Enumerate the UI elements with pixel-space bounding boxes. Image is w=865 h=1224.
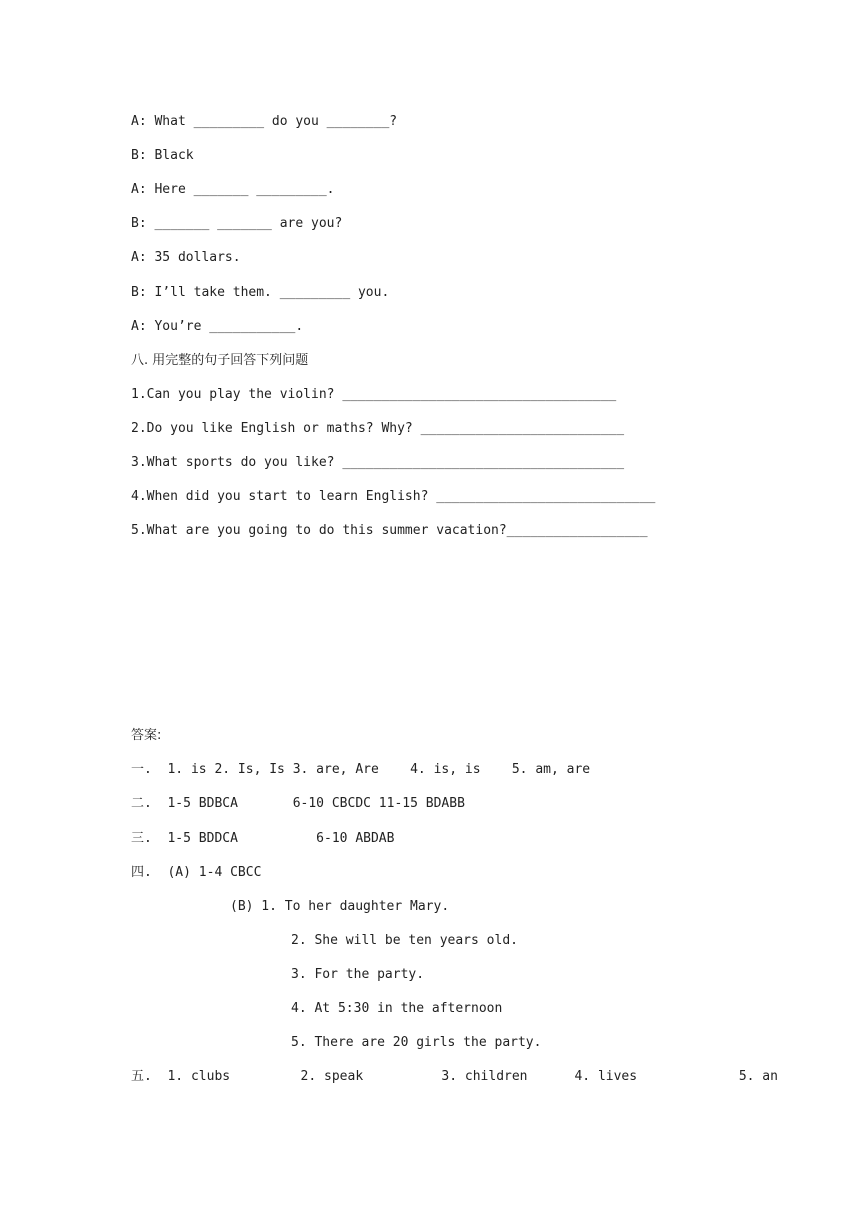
dialogue-line-7: A: You’re ___________. [131, 319, 304, 334]
question-1: 1.Can you play the violin? ___________________________________ [131, 387, 617, 402]
dialogue-line-4: B: _______ _______ are you? [131, 216, 343, 231]
question-2: 2.Do you like English or maths? Why? __________________________ [131, 421, 625, 436]
answer-line-2: 二. 1-5 BDBCA 6-10 CBCDC 11-15 BDABB [131, 796, 465, 811]
answer-line-4b-2: 2. She will be ten years old. [291, 933, 518, 948]
question-4: 4.When did you start to learn English? ____________________________ [131, 489, 656, 504]
answer-line-1: 一. 1. is 2. Is, Is 3. are, Are 4. is, is 5. am, are [131, 762, 591, 777]
answer-line-4b-1: (B) 1. To her daughter Mary. [230, 899, 450, 914]
question-3: 3.What sports do you like? ____________________________________ [131, 455, 625, 470]
dialogue-line-2: B: Black [131, 148, 194, 163]
answer-line-4: 四. (A) 1-4 CBCC [131, 865, 262, 880]
question-5: 5.What are you going to do this summer vacation?__________________ [131, 523, 648, 538]
answers-title: 答案: [131, 728, 162, 743]
answer-line-3: 三. 1-5 BDDCA 6-10 ABDAB [131, 831, 395, 846]
answer-line-4b-5: 5. There are 20 girls the party. [291, 1035, 542, 1050]
section-8-title: 八. 用完整的句子回答下列问题 [131, 353, 309, 368]
dialogue-line-5: A: 35 dollars. [131, 250, 241, 265]
dialogue-line-1: A: What _________ do you ________? [131, 114, 398, 129]
answer-line-4b-3: 3. For the party. [291, 967, 425, 982]
answer-line-4b-4: 4. At 5:30 in the afternoon [291, 1001, 503, 1016]
answer-line-5: 五. 1. clubs 2. speak 3. children 4. lives 5. an [131, 1069, 778, 1084]
dialogue-line-3: A: Here _______ _________. [131, 182, 335, 197]
dialogue-line-6: B: I’ll take them. _________ you. [131, 285, 390, 300]
